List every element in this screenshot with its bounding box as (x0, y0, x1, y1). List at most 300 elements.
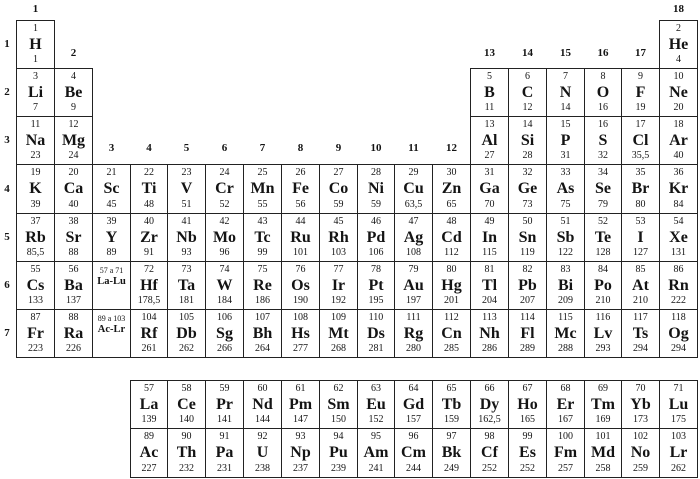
element-cell-sg (205, 309, 244, 358)
period-label-2: 2 (4, 86, 10, 98)
element-symbol: Rg (403, 324, 424, 342)
atomic-number: 117 (633, 312, 648, 323)
element-cell-tc (243, 213, 282, 262)
element-symbol: Pt (368, 276, 384, 294)
element-cell-eu (357, 380, 395, 429)
element-cell-s (584, 116, 622, 165)
atomic-number: 93 (295, 431, 306, 442)
atomic-mass: 79 (598, 199, 608, 210)
element-cell-ti (130, 164, 168, 214)
atomic-mass: 262 (671, 463, 686, 474)
atomic-mass: 31 (560, 150, 571, 161)
group-label-4: 4 (146, 141, 152, 154)
element-symbol: U (256, 444, 269, 462)
atomic-number: 64 (408, 383, 419, 394)
element-symbol: Li (27, 83, 44, 101)
atomic-number: 80 (446, 264, 457, 275)
atomic-mass: 152 (368, 414, 384, 425)
element-symbol: Rf (140, 324, 158, 342)
atomic-mass: 4 (676, 54, 681, 65)
atomic-mass: 159 (444, 414, 459, 425)
atomic-number: 61 (295, 383, 306, 394)
element-symbol: Pb (518, 276, 537, 294)
element-cell-er (546, 380, 585, 429)
atomic-number: 67 (522, 383, 533, 394)
element-symbol: P (560, 131, 571, 149)
atomic-mass: 39 (30, 199, 41, 210)
atomic-mass: 207 (520, 295, 535, 306)
atomic-number: 3 (33, 71, 38, 82)
atomic-number: 116 (595, 312, 611, 323)
atomic-number: 24 (219, 167, 230, 178)
element-symbol: Mo (212, 228, 237, 246)
atomic-mass: 280 (406, 343, 421, 354)
element-cell-na (16, 116, 55, 165)
element-symbol: La (139, 395, 159, 413)
atomic-mass: 40 (673, 150, 684, 161)
group-label-10: 10 (370, 141, 382, 154)
actinide-range-cell (92, 309, 131, 358)
atomic-number: 72 (144, 264, 154, 275)
element-symbol: Md (591, 444, 615, 462)
atomic-mass: 91 (144, 247, 154, 258)
element-symbol: Te (594, 228, 612, 246)
period-label-6: 6 (4, 279, 10, 291)
atomic-mass: 73 (522, 199, 533, 210)
element-cell-br (621, 164, 660, 214)
atomic-number: 19 (30, 167, 41, 178)
group-label-7: 7 (259, 141, 266, 154)
atomic-number: 2 (676, 23, 681, 34)
atomic-number: 109 (331, 312, 346, 323)
element-symbol: Ir (331, 276, 346, 294)
element-symbol: Am (363, 444, 389, 462)
element-cell-ni (357, 164, 395, 214)
element-cell-in (470, 213, 509, 262)
element-cell-sc (92, 164, 131, 214)
atomic-mass: 19 (635, 102, 646, 113)
atomic-mass: 85,5 (26, 247, 45, 258)
element-cell-ne (659, 68, 698, 117)
atomic-number: 112 (444, 312, 459, 323)
element-symbol: In (481, 228, 498, 246)
atomic-mass: 35,5 (631, 150, 650, 161)
atomic-number: 118 (671, 312, 686, 323)
element-cell-bh (243, 309, 282, 358)
atomic-mass: 197 (406, 295, 421, 306)
atomic-number: 25 (257, 167, 268, 178)
range-text: 57 a 71 (99, 266, 124, 275)
atomic-mass: 59 (371, 199, 381, 210)
element-cell-tb (432, 380, 471, 429)
atomic-mass: 238 (255, 463, 270, 474)
atomic-mass: 51 (181, 199, 192, 210)
atomic-number: 45 (333, 216, 344, 227)
element-cell-ge (508, 164, 547, 214)
element-symbol: Zn (441, 180, 462, 198)
atomic-mass: 289 (520, 343, 535, 354)
element-cell-b (470, 68, 509, 117)
atomic-mass: 16 (598, 102, 608, 113)
element-cell-al (470, 116, 509, 165)
element-symbol: Pa (215, 444, 234, 462)
atomic-mass: 150 (331, 414, 346, 425)
atomic-number: 90 (181, 431, 192, 442)
element-symbol: Mt (328, 324, 349, 342)
atomic-mass: 277 (293, 343, 308, 354)
atomic-number: 69 (598, 383, 608, 394)
element-symbol: Sg (216, 324, 233, 342)
group-label-15: 15 (560, 46, 571, 59)
atomic-mass: 96 (219, 247, 230, 258)
atomic-mass: 122 (558, 247, 573, 258)
element-cell-og (659, 309, 698, 358)
atomic-mass: 259 (633, 463, 648, 474)
atomic-mass: 20 (673, 102, 684, 113)
atomic-mass: 27 (484, 150, 495, 161)
element-cell-ir (319, 261, 358, 310)
atomic-mass: 178,5 (137, 295, 161, 306)
atomic-number: 8 (600, 71, 606, 82)
element-symbol: Cd (441, 228, 462, 246)
atomic-mass: 59 (333, 199, 344, 210)
element-cell-p (546, 116, 585, 165)
element-cell-i (621, 213, 660, 262)
element-cell-sm (319, 380, 358, 429)
atomic-number: 100 (558, 431, 573, 442)
atomic-number: 103 (671, 431, 686, 442)
element-cell-pd (357, 213, 395, 262)
period-label-5: 5 (4, 231, 10, 243)
atomic-number: 50 (522, 216, 533, 227)
atomic-number: 105 (179, 312, 194, 323)
element-cell-nb (167, 213, 206, 262)
element-symbol: Ni (368, 180, 384, 198)
atomic-mass: 286 (482, 343, 497, 354)
element-cell-y (92, 213, 131, 262)
element-cell-c (508, 68, 547, 117)
element-symbol: Ne (669, 83, 688, 101)
atomic-number: 6 (525, 71, 530, 82)
element-cell-o (584, 68, 622, 117)
atomic-mass: 173 (633, 414, 648, 425)
atomic-mass: 294 (671, 343, 686, 354)
element-symbol: Hg (441, 276, 462, 294)
group-label-18: 18 (673, 2, 684, 15)
element-cell-tm (584, 380, 622, 429)
atomic-number: 13 (484, 119, 495, 130)
atomic-mass: 231 (217, 463, 232, 474)
element-symbol: Tc (254, 228, 271, 246)
element-symbol: Os (291, 276, 310, 294)
atomic-number: 108 (293, 312, 308, 323)
element-cell-yb (621, 380, 660, 429)
atomic-number: 51 (560, 216, 571, 227)
element-cell-w (205, 261, 244, 310)
atomic-mass: 32 (598, 150, 608, 161)
element-cell-lu (659, 380, 698, 429)
atomic-mass: 137 (66, 295, 81, 306)
element-symbol: Tm (591, 395, 615, 413)
atomic-number: 44 (295, 216, 306, 227)
element-symbol: Fl (520, 324, 535, 342)
element-symbol: Hs (291, 324, 310, 342)
atomic-mass: 252 (482, 463, 497, 474)
element-symbol: Ti (141, 180, 157, 198)
element-symbol: Yb (630, 395, 651, 413)
atomic-number: 48 (446, 216, 457, 227)
element-symbol: Sc (103, 180, 120, 198)
atomic-mass: 133 (28, 295, 43, 306)
atomic-mass: 294 (633, 343, 648, 354)
atomic-mass: 288 (558, 343, 573, 354)
atomic-mass: 93 (181, 247, 192, 258)
element-symbol: Ag (403, 228, 424, 246)
element-symbol: Bk (441, 444, 462, 462)
atomic-mass: 80 (635, 199, 646, 210)
atomic-number: 23 (181, 167, 192, 178)
atomic-mass: 222 (671, 295, 686, 306)
atomic-mass: 88 (68, 247, 79, 258)
atomic-mass: 115 (482, 247, 497, 258)
element-symbol: Es (519, 444, 536, 462)
atomic-mass: 70 (484, 199, 495, 210)
element-cell-ds (357, 309, 395, 358)
element-cell-rh (319, 213, 358, 262)
element-symbol: Al (481, 131, 498, 149)
atomic-mass: 237 (293, 463, 308, 474)
atomic-number: 98 (484, 431, 495, 442)
atomic-number: 17 (635, 119, 646, 130)
atomic-number: 63 (371, 383, 381, 394)
element-cell-la (130, 380, 168, 429)
element-cell-pa (205, 428, 244, 478)
element-cell-n (546, 68, 585, 117)
atomic-mass: 257 (558, 463, 573, 474)
atomic-number: 55 (30, 264, 41, 275)
atomic-mass: 157 (406, 414, 421, 425)
element-symbol: Cr (215, 180, 234, 198)
element-symbol: Xe (669, 228, 688, 246)
element-symbol: Ru (290, 228, 311, 246)
element-cell-rn (659, 261, 698, 310)
element-symbol: Db (176, 324, 197, 342)
atomic-mass: 127 (633, 247, 648, 258)
element-symbol: Lr (669, 444, 688, 462)
element-cell-es (508, 428, 547, 478)
atomic-mass: 268 (331, 343, 346, 354)
atomic-number: 4 (71, 71, 76, 82)
element-cell-k (16, 164, 55, 214)
group-label-8: 8 (297, 141, 304, 154)
element-cell-bk (432, 428, 471, 478)
element-cell-cm (394, 428, 433, 478)
atomic-number: 92 (257, 431, 268, 442)
element-cell-ba (54, 261, 93, 310)
atomic-number: 38 (68, 216, 79, 227)
atomic-mass: 165 (520, 414, 535, 425)
element-cell-hf (130, 261, 168, 310)
element-cell-h (16, 20, 55, 69)
group-label-17: 17 (635, 46, 646, 59)
range-label: La-Lu (97, 275, 126, 287)
atomic-number: 5 (487, 71, 492, 82)
atomic-mass: 45 (106, 199, 117, 210)
atomic-mass: 131 (671, 247, 686, 258)
atomic-number: 115 (558, 312, 573, 323)
atomic-mass: 103 (331, 247, 346, 258)
atomic-mass: 1 (33, 54, 38, 65)
element-symbol: Ge (517, 180, 538, 198)
period-label-1: 1 (4, 38, 10, 50)
atomic-number: 75 (257, 264, 268, 275)
atomic-number: 56 (68, 264, 79, 275)
atomic-number: 88 (68, 312, 79, 323)
element-cell-pt (357, 261, 395, 310)
atomic-number: 16 (598, 119, 608, 130)
atomic-number: 30 (446, 167, 457, 178)
group-label-9: 9 (335, 141, 342, 154)
atomic-mass: 285 (444, 343, 459, 354)
atomic-mass: 181 (179, 295, 194, 306)
atomic-mass: 192 (331, 295, 346, 306)
element-cell-f (621, 68, 660, 117)
atomic-mass: 264 (255, 343, 270, 354)
element-cell-am (357, 428, 395, 478)
atomic-mass: 210 (633, 295, 648, 306)
element-symbol: Po (594, 276, 612, 294)
atomic-number: 74 (219, 264, 230, 275)
atomic-number: 47 (408, 216, 419, 227)
atomic-mass: 227 (141, 463, 157, 474)
atomic-mass: 223 (28, 343, 43, 354)
element-symbol: Dy (479, 395, 500, 413)
element-symbol: Mg (61, 131, 86, 149)
atomic-number: 95 (371, 431, 381, 442)
element-cell-cd (432, 213, 471, 262)
element-symbol: B (484, 83, 495, 101)
element-symbol: Tl (481, 276, 498, 294)
element-cell-sn (508, 213, 547, 262)
atomic-number: 87 (30, 312, 41, 323)
element-cell-ts (621, 309, 660, 358)
element-cell-pr (205, 380, 244, 429)
atomic-number: 111 (406, 312, 421, 323)
atomic-mass: 40 (68, 199, 79, 210)
group-label-11: 11 (408, 141, 419, 154)
atomic-number: 1 (33, 23, 38, 34)
element-symbol: Np (290, 444, 311, 462)
element-cell-ho (508, 380, 547, 429)
element-symbol: Rb (25, 228, 46, 246)
element-cell-md (584, 428, 622, 478)
element-symbol: Lv (593, 324, 613, 342)
element-cell-ac (130, 428, 168, 478)
element-cell-se (584, 164, 622, 214)
atomic-mass: 24 (68, 150, 79, 161)
group-label-16: 16 (597, 46, 609, 59)
element-symbol: Ce (177, 395, 196, 413)
period-label-3: 3 (4, 134, 10, 146)
element-symbol: Ar (669, 131, 688, 149)
element-cell-pu (319, 428, 358, 478)
element-symbol: Sr (65, 228, 82, 246)
element-cell-tl (470, 261, 509, 310)
atomic-mass: 249 (444, 463, 459, 474)
atomic-mass: 258 (595, 463, 611, 474)
element-symbol: Zr (140, 228, 158, 246)
element-cell-fl (508, 309, 547, 358)
atomic-mass: 7 (33, 102, 38, 113)
atomic-mass: 147 (293, 414, 308, 425)
atomic-number: 66 (484, 383, 495, 394)
element-symbol: N (559, 83, 572, 101)
element-cell-cs (16, 261, 55, 310)
atomic-number: 46 (371, 216, 381, 227)
atomic-mass: 28 (522, 150, 533, 161)
element-cell-th (167, 428, 206, 478)
atomic-number: 54 (673, 216, 684, 227)
element-symbol: Fm (553, 444, 578, 462)
atomic-number: 78 (371, 264, 381, 275)
period-label-7: 7 (4, 327, 10, 339)
element-cell-cl (621, 116, 660, 165)
element-cell-no (621, 428, 660, 478)
element-symbol: Nh (479, 324, 500, 342)
element-cell-lv (584, 309, 622, 358)
atomic-mass: 261 (141, 343, 157, 354)
element-cell-pm (281, 380, 320, 429)
element-cell-xe (659, 213, 698, 262)
group-label-14: 14 (522, 46, 533, 59)
atomic-mass: 266 (217, 343, 232, 354)
atomic-mass: 204 (482, 295, 497, 306)
atomic-number: 89 (144, 431, 154, 442)
atomic-number: 28 (371, 167, 381, 178)
element-cell-ar (659, 116, 698, 165)
atomic-number: 73 (181, 264, 192, 275)
atomic-number: 114 (520, 312, 535, 323)
atomic-number: 26 (295, 167, 306, 178)
element-symbol: Cl (632, 131, 649, 149)
atomic-mass: 128 (595, 247, 611, 258)
element-symbol: Cs (26, 276, 45, 294)
atomic-number: 14 (522, 119, 533, 130)
element-symbol: Cm (401, 444, 426, 462)
atomic-number: 49 (484, 216, 495, 227)
element-cell-re (243, 261, 282, 310)
element-cell-fe (281, 164, 320, 214)
atomic-number: 106 (217, 312, 232, 323)
atomic-mass: 11 (484, 102, 495, 113)
element-cell-nh (470, 309, 509, 358)
atomic-mass: 244 (406, 463, 421, 474)
element-symbol: Cf (481, 444, 498, 462)
element-symbol: H (29, 35, 42, 53)
atomic-mass: 14 (560, 102, 571, 113)
atomic-number: 91 (219, 431, 230, 442)
element-symbol: No (630, 444, 651, 462)
atomic-mass: 48 (144, 199, 154, 210)
atomic-mass: 89 (106, 247, 117, 258)
atomic-number: 42 (219, 216, 230, 227)
element-cell-zr (130, 213, 168, 262)
atomic-number: 9 (638, 71, 643, 82)
atomic-number: 57 (144, 383, 154, 394)
atomic-mass: 186 (255, 295, 270, 306)
element-cell-be (54, 68, 93, 117)
atomic-mass: 56 (295, 199, 306, 210)
